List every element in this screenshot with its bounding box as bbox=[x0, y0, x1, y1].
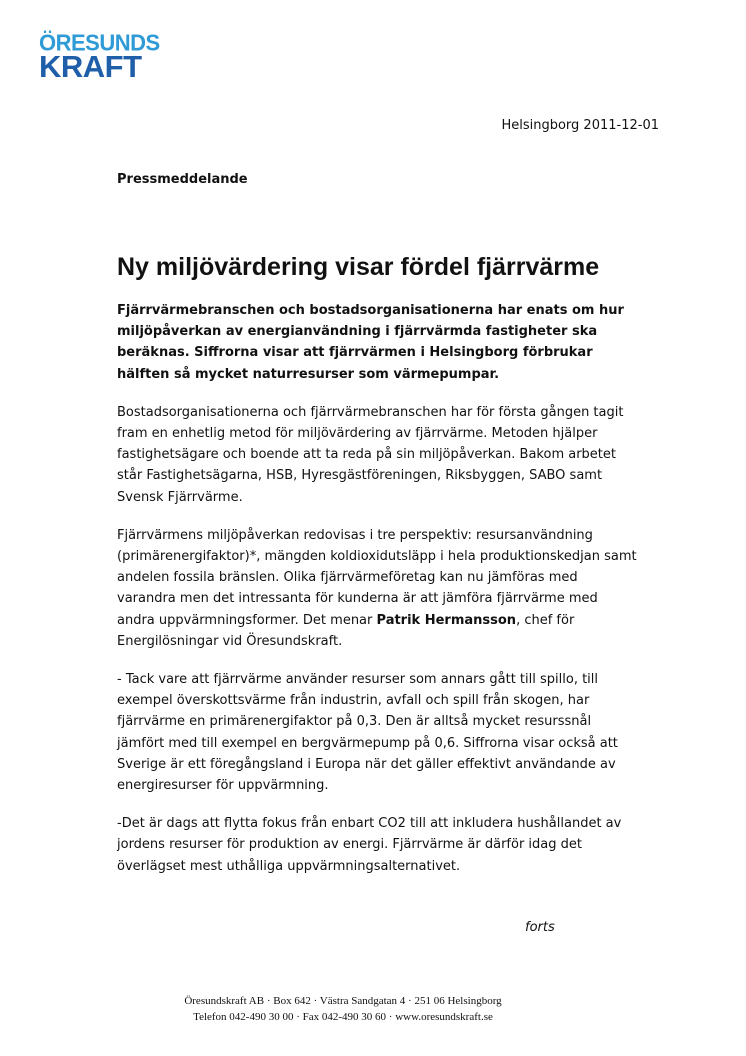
date-line: Helsingborg 2011-12-01 bbox=[501, 118, 659, 133]
paragraph-1: Bostadsorganisationerna och fjärrvärmebranschen har för första gången tagit fram en enhetlig metod för miljövärdering av fjärrvärme. Metoden hjälper fastighetsägare och boende att ta reda på sin miljöpåverkan. Bakom arbetet står Fastighetsägarna, HSB, Hyresgästföreningen, Riksbyggen, SABO samt Svensk Fjärrvärme. bbox=[117, 404, 624, 505]
article-body bbox=[117, 300, 637, 894]
footer-contact: Telefon 042-490 30 00 · Fax 042-490 30 60 · www.oresundskraft.se bbox=[193, 1011, 493, 1023]
lead-paragraph: Fjärrvärmebranschen och bostadsorganisationerna har enats om hur miljöpåverkan av energianvändning i fjärrvärmda fastigheter ska beräknas. Siffrorna visar att fjärrvärmen i Helsingborg förbrukar hälften så mycket naturresurser som värmepumpar. bbox=[117, 303, 624, 382]
continued-marker: forts bbox=[525, 920, 555, 935]
document-type-label: Pressmeddelande bbox=[117, 172, 248, 187]
page-title: Ny miljövärdering visar fördel fjärrvärme bbox=[117, 253, 600, 281]
footer bbox=[0, 993, 686, 1025]
paragraph-2-end: , chef för Energilösningar vid Öresundskraft. bbox=[117, 612, 575, 649]
paragraph-2 bbox=[117, 525, 637, 652]
logo-text-top: ÖRESUNDS bbox=[39, 29, 160, 56]
footer-address: Öresundskraft AB · Box 642 · Västra Sandgatan 4 · 251 06 Helsingborg bbox=[184, 995, 502, 1007]
paragraph-3: - Tack vare att fjärrvärme använder resurser som annars gått till spillo, till exempel överskottsvärme från industrin, avfall och spill från skogen, har fjärrvärme en primärenergifaktor på 0,3. Den är alltså mycket resurssnål jämfört med till exempel en bergvärmepump på 0,6. Siffrorna visar också att Sverige är ett föregångsland i Europa när det gäller effektivt användande av energiresurser för uppvärmning. bbox=[117, 672, 618, 794]
company-logo bbox=[39, 29, 167, 84]
logo-text-bottom: KRAFT bbox=[39, 49, 142, 84]
paragraph-2-start: Fjärrvärmens miljöpåverkan redovisas i tre perspektiv: resursanvändning (primärenergifaktor)*, mängden koldioxidutsläpp i hela produktionskedjan samt andelen fossila bränslen. Olika fjärrvärmeföretag kan nu jämföras med varandra men det intressanta för kunderna är att jämföra fjärrvärme med andra uppvärmningsformer. Det menar bbox=[117, 527, 637, 628]
paragraph-4: -Det är dags att flytta fokus från enbart CO2 till att inkludera hushållandet av jordens resurser för produktion av energi. Fjärrvärme är därför idag det överlägset mest uthålliga uppvärmningsalternativet. bbox=[117, 816, 622, 874]
person-name: Patrik Hermansson bbox=[376, 612, 517, 628]
